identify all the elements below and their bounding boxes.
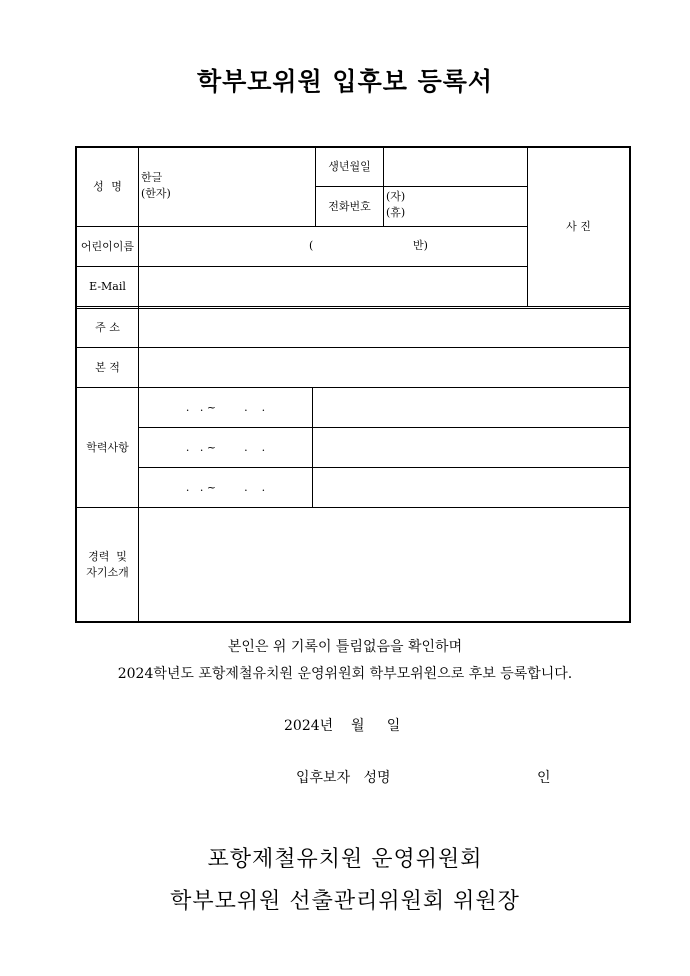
date-line: 2024년 월 일 (284, 718, 401, 734)
registration-form-table (75, 146, 631, 623)
seal-mark: 인 (537, 770, 551, 786)
declaration-line-2: 2024학년도 포항제철유치원 운영위원회 학부모위원으로 후보 등록합니다. (117, 666, 573, 682)
phone-mobile-field[interactable]: (휴) (386, 206, 406, 219)
name-korean-field[interactable]: 한글 (141, 171, 163, 184)
career-field[interactable] (141, 512, 621, 616)
education-period-1[interactable]: . . ~ . . (185, 400, 266, 414)
phone-label: 전화번호 (328, 199, 371, 213)
career-label-line2: 자기소개 (86, 565, 129, 579)
divider-email-address (77, 306, 629, 307)
divider-name-child (77, 226, 527, 227)
career-label-line1: 경력 및 (88, 549, 127, 563)
divider-email-address-double (77, 308, 629, 309)
document-title: 학부모위원 입후보 등록서 (196, 67, 494, 96)
phone-home-field[interactable]: (자) (386, 190, 406, 203)
label-column-divider (138, 148, 139, 621)
career-label (77, 508, 138, 621)
education-period-3[interactable]: . . ~ . . (185, 480, 266, 494)
divider-address-domicile (77, 347, 629, 348)
issuer-line-2: 학부모위원 선출관리위원회 위원장 (170, 889, 520, 914)
domicile-field[interactable] (141, 359, 621, 375)
child-class-close[interactable]: 반) (413, 239, 428, 252)
child-class-open[interactable]: ( (309, 239, 314, 252)
divider-education-career (77, 507, 629, 508)
name-label: 성 명 (93, 180, 122, 193)
education-label: 학력사항 (86, 440, 129, 454)
email-field[interactable] (141, 278, 521, 294)
divider-education-period (312, 387, 313, 507)
email-label: E-Mail (89, 279, 126, 293)
address-label: 주 소 (95, 321, 120, 334)
education-period-2[interactable]: . . ~ . . (185, 440, 266, 454)
birth-label: 생년월일 (328, 160, 371, 173)
address-field[interactable] (141, 320, 621, 336)
name-hanja-field[interactable]: (한자) (141, 187, 171, 200)
declaration-line-1: 본인은 위 기록이 틀림없음을 확인하며 (227, 639, 463, 655)
issuer-line-1: 포항제철유치원 운영위원회 (207, 847, 483, 872)
child-name-label: 어린이이름 (80, 239, 135, 253)
photo-box: 사 진 (566, 220, 591, 233)
domicile-label: 본 적 (95, 360, 120, 374)
candidate-signature-label: 입후보자 성명 (296, 770, 391, 786)
divider-birth-value (383, 148, 384, 226)
divider-child-email (77, 266, 527, 267)
